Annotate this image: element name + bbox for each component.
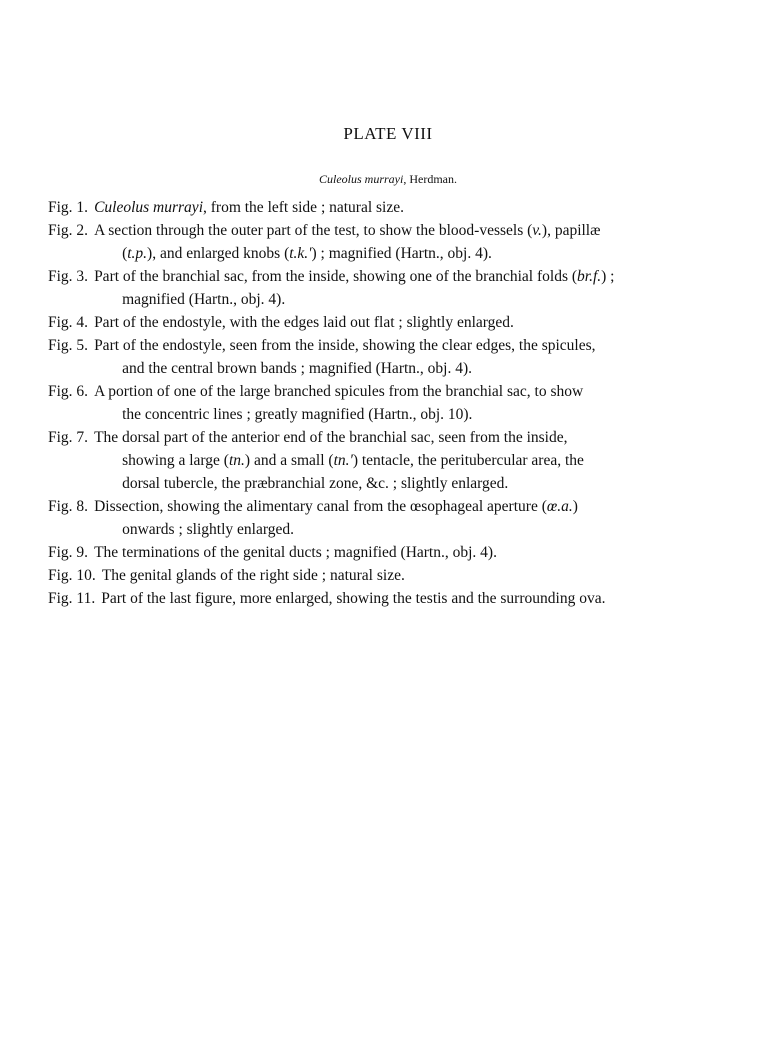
caption-text: , from the left side ; natural size. bbox=[203, 199, 405, 216]
caption-text: ) tentacle, the peritubercular area, the bbox=[352, 452, 584, 469]
figure-label: Fig. 4. bbox=[48, 314, 89, 331]
caption-text: ), papillæ bbox=[541, 222, 601, 239]
caption-line bbox=[94, 242, 728, 265]
figure-caption bbox=[94, 426, 728, 495]
caption-line bbox=[94, 495, 728, 518]
figure-legend bbox=[48, 265, 728, 311]
italic-term: Culeolus murrayi bbox=[94, 199, 203, 216]
figure-caption bbox=[94, 311, 728, 334]
caption-line bbox=[94, 380, 728, 403]
caption-text: ), and enlarged knobs ( bbox=[147, 245, 290, 262]
caption-text: ) ; magnified (Hartn., obj. 4). bbox=[311, 245, 492, 262]
caption-text: Part of the endostyle, with the edges laid out flat ; slightly enlarged. bbox=[94, 314, 514, 331]
caption-text: Part of the branchial sac, from the inside, showing one of the branchial folds ( bbox=[94, 268, 578, 285]
figure-label: Fig. 8. bbox=[48, 498, 89, 515]
caption-text: Part of the last figure, more enlarged, showing the testis and the surrounding ova. bbox=[101, 590, 606, 607]
caption-line bbox=[94, 288, 728, 311]
caption-line bbox=[94, 357, 728, 380]
caption-text: The dorsal part of the anterior end of the branchial sac, seen from the inside, bbox=[94, 429, 568, 446]
caption-text: magnified (Hartn., obj. 4). bbox=[122, 291, 286, 308]
plate-title: PLATE VIII bbox=[343, 124, 433, 143]
caption-text: A section through the outer part of the test, to show the blood-vessels ( bbox=[94, 222, 533, 239]
figure-label: Fig. 10. bbox=[48, 567, 96, 584]
figure-legend bbox=[48, 426, 728, 495]
caption-text: and the central brown bands ; magnified (Hartn., obj. 4). bbox=[122, 360, 473, 377]
caption-text: ) bbox=[572, 498, 578, 515]
figure-legend bbox=[48, 587, 728, 610]
caption-line bbox=[102, 564, 728, 587]
figure-label: Fig. 1. bbox=[48, 199, 89, 216]
italic-term: t.p. bbox=[127, 245, 148, 262]
italic-term: t.k.' bbox=[289, 245, 312, 262]
species-name: Culeolus murrayi bbox=[319, 172, 404, 186]
figure-legend bbox=[48, 495, 728, 541]
caption-line bbox=[94, 403, 728, 426]
caption-text: Dissection, showing the alimentary canal from the œsophageal aperture ( bbox=[94, 498, 547, 515]
figure-legend bbox=[48, 380, 728, 426]
caption-line bbox=[94, 265, 728, 288]
caption-line bbox=[101, 587, 728, 610]
caption-text: The genital glands of the right side ; natural size. bbox=[101, 567, 405, 584]
caption-text: ) ; bbox=[601, 268, 615, 285]
caption-line bbox=[94, 472, 728, 495]
italic-term: br.f. bbox=[577, 268, 602, 285]
figure-caption bbox=[94, 541, 728, 564]
caption-line bbox=[94, 219, 728, 242]
italic-term: tn.' bbox=[333, 452, 353, 469]
caption-text: onwards ; slightly enlarged. bbox=[122, 521, 294, 538]
caption-line bbox=[94, 518, 728, 541]
figure-caption bbox=[101, 587, 728, 610]
caption-text: ) and a small ( bbox=[244, 452, 334, 469]
caption-line bbox=[94, 426, 728, 449]
figure-caption bbox=[94, 380, 728, 426]
italic-term: tn. bbox=[228, 452, 245, 469]
figure-caption bbox=[94, 219, 728, 265]
caption-line bbox=[94, 196, 728, 219]
caption-text: A portion of one of the large branched spicules from the branchial sac, to show bbox=[94, 383, 584, 400]
caption-text: dorsal tubercle, the præbranchial zone, &c. ; slightly enlarged. bbox=[122, 475, 509, 492]
caption-text: The terminations of the genital ducts ; magnified (Hartn., obj. 4). bbox=[94, 544, 497, 561]
figure-legend bbox=[48, 541, 728, 564]
caption-text: Part of the endostyle, seen from the inside, showing the clear edges, the spicules, bbox=[94, 337, 596, 354]
figure-label: Fig. 3. bbox=[48, 268, 89, 285]
caption-line bbox=[94, 311, 728, 334]
figure-caption bbox=[102, 564, 728, 587]
figure-legend bbox=[48, 311, 728, 334]
species-subtitle bbox=[0, 172, 776, 187]
figure-label: Fig. 11. bbox=[48, 590, 96, 607]
figure-caption bbox=[94, 196, 728, 219]
species-authority: , Herdman. bbox=[403, 172, 457, 186]
figure-legend bbox=[48, 564, 728, 587]
figure-caption bbox=[94, 495, 728, 541]
italic-term: œ.a. bbox=[546, 498, 573, 515]
figure-label: Fig. 7. bbox=[48, 429, 89, 446]
caption-line bbox=[94, 541, 728, 564]
figure-legend bbox=[48, 219, 728, 265]
caption-line bbox=[94, 449, 728, 472]
caption-text: showing a large ( bbox=[122, 452, 229, 469]
caption-text: the concentric lines ; greatly magnified (Hartn., obj. 10). bbox=[122, 406, 473, 423]
figure-caption bbox=[94, 265, 728, 311]
caption-text: ( bbox=[122, 245, 128, 262]
figure-legend bbox=[48, 196, 728, 219]
italic-term: v. bbox=[532, 222, 542, 239]
figure-label: Fig. 2. bbox=[48, 222, 89, 239]
figure-label: Fig. 5. bbox=[48, 337, 89, 354]
figure-label: Fig. 9. bbox=[48, 544, 89, 561]
figure-legend bbox=[48, 334, 728, 380]
figure-caption bbox=[94, 334, 728, 380]
figure-label: Fig. 6. bbox=[48, 383, 89, 400]
figure-legends bbox=[48, 196, 728, 610]
caption-line bbox=[94, 334, 728, 357]
